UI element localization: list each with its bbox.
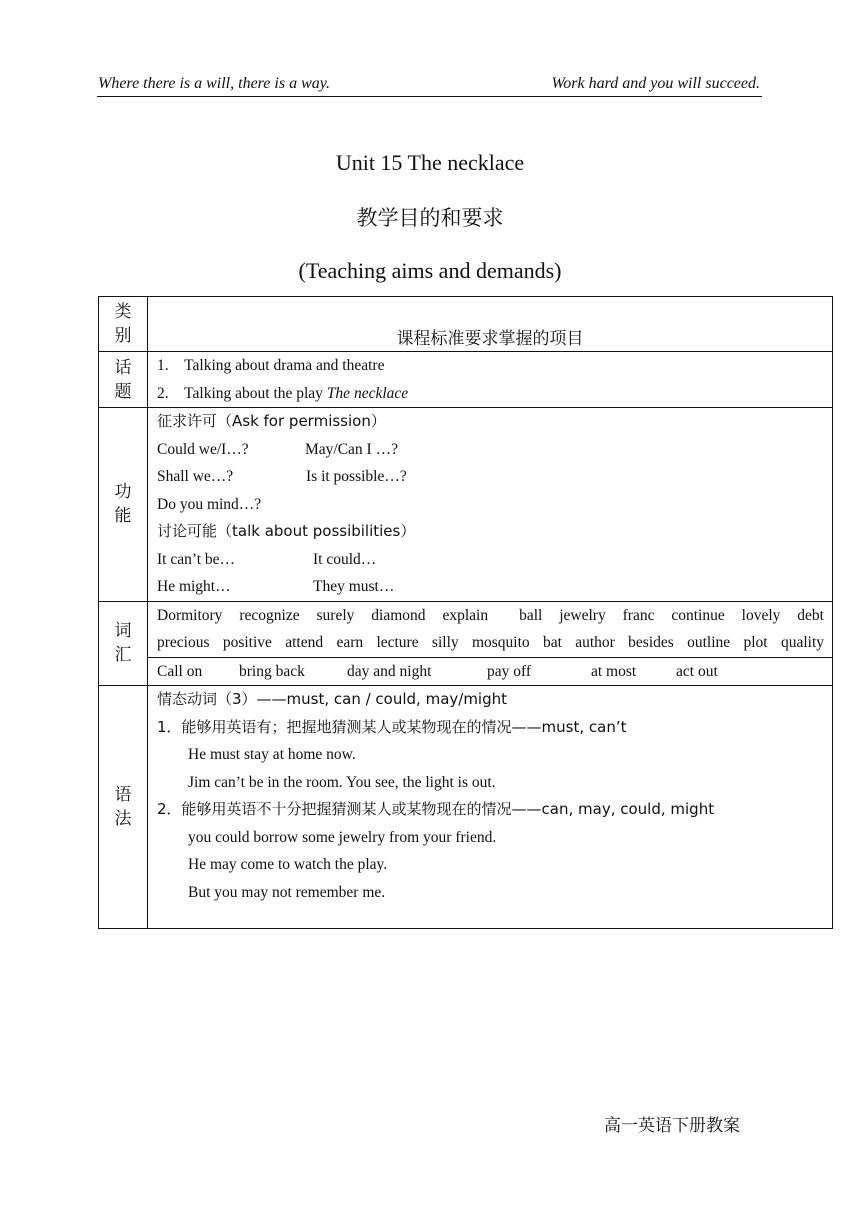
category-char: 词: [114, 621, 132, 642]
expression: May/Can I …?: [305, 440, 398, 458]
category-cell: [99, 297, 148, 352]
function-content: [148, 408, 833, 602]
column-title-cell: [148, 297, 833, 352]
phrase: at most: [591, 662, 637, 680]
expression-row: [148, 436, 832, 464]
grammar-content: [148, 686, 833, 929]
function-row: [99, 408, 833, 602]
expression-row: [148, 491, 832, 519]
category-cell: [99, 408, 148, 602]
expression: Do you mind…?: [157, 495, 262, 513]
play-title: The necklace: [326, 384, 409, 402]
phrase-row: [99, 657, 833, 686]
vocab-phrases: [148, 657, 833, 686]
list-item-text: 2. Talking about the play: [157, 384, 327, 402]
expression: Could we/I…?: [157, 440, 249, 458]
subtitle-english: (Teaching aims and demands): [298, 258, 562, 283]
expression: They must…: [313, 578, 395, 595]
expression: Is it possible…?: [306, 468, 407, 485]
subtitle-chinese: 教学目的和要求: [356, 206, 504, 230]
running-header: [97, 72, 762, 97]
header-motto-right: Work hard and you will succeed.: [551, 75, 760, 92]
word-list: Dormitory recognize surely diamond explain ball jewelry franc continue lovely debt: [157, 606, 824, 624]
grammar-heading: 情态动词（3）——must, can / could, may/might: [157, 690, 508, 708]
topic-content: [148, 352, 833, 408]
header-motto-left: Where there is a will, there is a way.: [98, 75, 330, 92]
grammar-row: [99, 686, 833, 929]
category-cell: [99, 601, 148, 686]
category-char: 语: [114, 785, 132, 805]
expression-row: [148, 573, 832, 601]
example-sentence: He may come to watch the play.: [188, 856, 388, 873]
phrase: act out: [676, 662, 718, 680]
category-cell: [99, 686, 148, 929]
category-cell: [99, 352, 148, 408]
category-char: 能: [114, 506, 132, 527]
unit-title: Unit 15 The necklace: [335, 150, 525, 175]
category-char: 法: [114, 809, 132, 829]
aims-table: [98, 296, 833, 929]
expression: Shall we…?: [157, 468, 234, 485]
list-item: 1. Talking about drama and theatre: [157, 357, 385, 374]
grammar-point: 1．能够用英语有；把握地猜测某人或某物现在的情况——must, can’t: [157, 717, 627, 736]
phrase: bring back: [239, 662, 305, 680]
example-sentence: He must stay at home now.: [188, 746, 356, 763]
category-char: 题: [114, 381, 132, 402]
example-sentence: you could borrow some jewelry from your friend.: [188, 828, 497, 846]
example-sentence: But you may not remember me.: [188, 883, 386, 901]
topic-row: [99, 352, 833, 408]
page-footer: 高一英语下册教案: [604, 1116, 740, 1136]
category-char: 功: [114, 482, 132, 503]
column-title: 课程标准要求掌握的项目: [396, 329, 584, 349]
phrase: day and night: [347, 662, 432, 680]
function-heading: 征求许可（Ask for permission）: [157, 412, 386, 430]
expression: He might…: [157, 578, 231, 595]
grammar-point: 2．能够用英语不十分把握猜测某人或某物现在的情况——can, may, could, might: [157, 800, 715, 818]
category-char: 类: [114, 302, 132, 322]
category-char: 别: [114, 326, 132, 346]
phrase: pay off: [487, 662, 532, 680]
function-heading: 讨论可能（talk about possibilities）: [157, 522, 416, 540]
expression-row: [148, 463, 832, 491]
list-item: [148, 380, 832, 408]
category-char: 话: [114, 357, 132, 378]
phrase-list: [148, 658, 832, 686]
word-list: precious positive attend earn lecture silly mosquito bat author besides outline plot quality: [157, 634, 824, 651]
example-sentence: Jim can’t be in the room. You see, the light is out.: [188, 773, 496, 791]
table-header-row: [99, 297, 833, 352]
expression: It could…: [313, 550, 377, 568]
vocab-words: [148, 601, 833, 657]
expression-row: [148, 546, 832, 574]
phrase: Call on: [157, 662, 203, 680]
vocab-row: [99, 601, 833, 657]
category-char: 汇: [114, 645, 132, 666]
expression: It can’t be…: [157, 550, 236, 568]
